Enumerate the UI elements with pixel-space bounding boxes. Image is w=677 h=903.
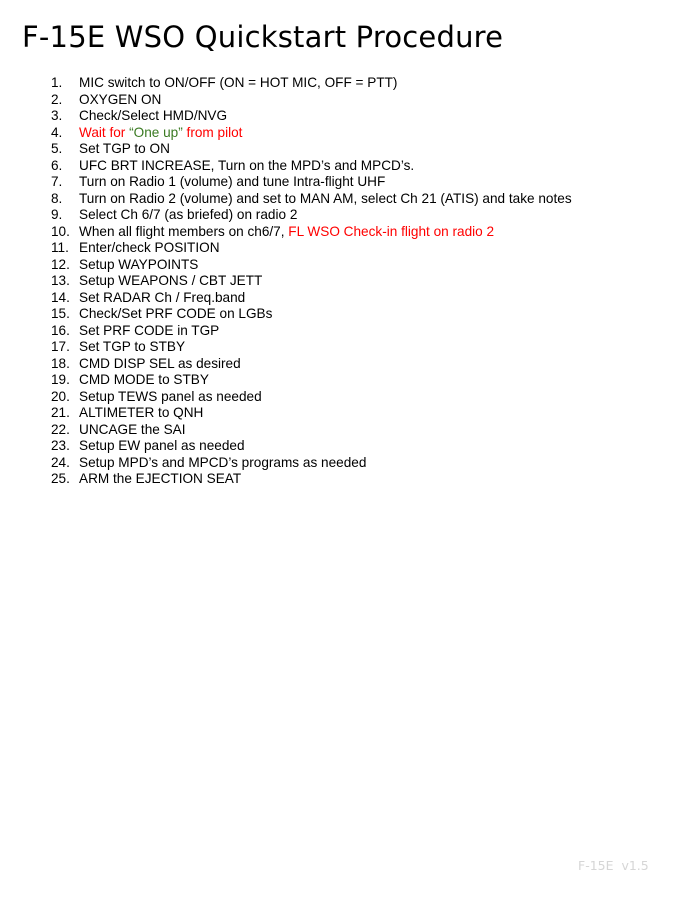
step-text-segment: Set TGP to ON [79,141,170,156]
step-number: 18. [51,355,70,371]
step-number: 16. [51,322,70,338]
step-text-segment: ALTIMETER to QNH [79,405,204,420]
procedure-steps-list [51,75,572,488]
step-text [79,471,241,488]
procedure-step [51,273,572,290]
step-text-segment: Wait for [79,124,130,140]
procedure-step [51,438,572,455]
procedure-step [51,356,572,373]
step-number: 11. [51,240,69,255]
step-text-segment: Check/Set PRF CODE on LGBs [79,306,273,321]
step-number: 19. [51,372,70,387]
procedure-step [51,372,572,389]
procedure-step [51,224,572,241]
step-text [79,290,245,307]
step-text-segment: Setup EW panel as needed [79,438,245,453]
step-text [79,174,385,191]
procedure-step [51,306,572,323]
step-text [79,273,262,290]
procedure-step [51,389,572,406]
step-number: 1. [51,75,63,90]
step-number: 21. [51,405,70,420]
step-number: 3. [51,108,63,123]
step-number: 22. [51,421,70,437]
step-text [79,224,494,241]
step-text-segment: UNCAGE the SAI [79,421,186,437]
procedure-step [51,339,572,356]
step-text-segment: “One up” [129,124,183,140]
step-text [79,455,366,472]
procedure-step [51,108,572,125]
procedure-step [51,290,572,307]
step-text [79,240,220,257]
step-number: 17. [51,339,70,354]
procedure-step [51,141,572,158]
step-text-segment: from pilot [182,124,243,140]
step-text [79,158,414,175]
step-text [79,75,397,92]
step-text-segment: Set RADAR Ch / Freq.band [79,289,246,305]
step-text [79,389,262,406]
step-text [79,372,209,389]
procedure-step [51,158,572,175]
step-text-segment: Turn on Radio 2 (volume) and set to MAN AM, select Ch 21 (ATIS) and take notes [79,190,572,206]
step-text [79,422,186,439]
procedure-step [51,75,572,92]
step-text [79,356,241,373]
version-footer: F-15E v1.5 [578,858,649,873]
procedure-step [51,323,572,340]
step-text-segment: Check/Select HMD/NVG [79,108,228,123]
step-text-segment: Turn on Radio 1 (volume) and tune Intra-flight UHF [79,174,386,189]
step-number: 15. [51,306,70,321]
procedure-step [51,455,572,472]
step-number: 13. [51,273,70,288]
step-text-segment: Select Ch 6/7 (as briefed) on radio 2 [79,207,298,222]
step-text-segment: ARM the EJECTION SEAT [79,471,242,486]
page-title: F-15E WSO Quickstart Procedure [22,20,504,54]
step-text [79,141,170,158]
step-number: 12. [51,256,70,272]
step-text [79,108,227,125]
step-text [79,191,572,208]
step-text [79,438,245,455]
procedure-step [51,257,572,274]
step-text-segment: Set PRF CODE in TGP [79,322,220,338]
step-text-segment: Setup WAYPOINTS [79,256,199,272]
step-number: 10. [51,223,70,239]
step-number: 6. [51,157,63,173]
step-text-segment: Setup MPD’s and MPCD’s programs as needed [79,454,367,470]
procedure-step [51,174,572,191]
procedure-step [51,125,572,142]
step-text [79,125,242,142]
step-number: 23. [51,438,70,453]
procedure-step [51,471,572,488]
step-number: 9. [51,207,63,222]
step-text [79,207,297,224]
step-number: 14. [51,289,70,305]
step-text-segment: UFC BRT INCREASE, Turn on the MPD’s and MPCD’s. [79,157,415,173]
step-text-segment: FL WSO Check-in flight on radio 2 [288,223,495,239]
step-text-segment: Setup TEWS panel as needed [79,388,262,404]
step-number: 7. [51,174,63,189]
step-number: 25. [51,471,70,486]
step-number: 5. [51,141,63,156]
step-text-segment: Set TGP to STBY [79,339,186,354]
step-text [79,323,219,340]
step-number: 8. [51,190,63,206]
step-number: 2. [51,91,63,107]
procedure-step [51,191,572,208]
procedure-step [51,92,572,109]
step-text-segment: Setup WEAPONS / CBT JETT [79,273,263,288]
step-text-segment: CMD DISP SEL as desired [79,355,241,371]
procedure-step [51,405,572,422]
procedure-step [51,240,572,257]
step-number: 24. [51,454,70,470]
procedure-step [51,207,572,224]
step-text-segment: OXYGEN ON [79,91,162,107]
step-text-segment: Enter/check POSITION [79,240,220,255]
step-text [79,257,198,274]
step-text [79,405,203,422]
step-text [79,339,185,356]
step-text-segment: When all flight members on ch6/7, [79,223,289,239]
step-number: 20. [51,388,70,404]
step-text [79,306,272,323]
step-number: 4. [51,124,63,140]
step-text-segment: MIC switch to ON/OFF (ON = HOT MIC, OFF = PTT) [79,75,398,90]
step-text [79,92,161,109]
step-text-segment: CMD MODE to STBY [79,372,209,387]
procedure-step [51,422,572,439]
